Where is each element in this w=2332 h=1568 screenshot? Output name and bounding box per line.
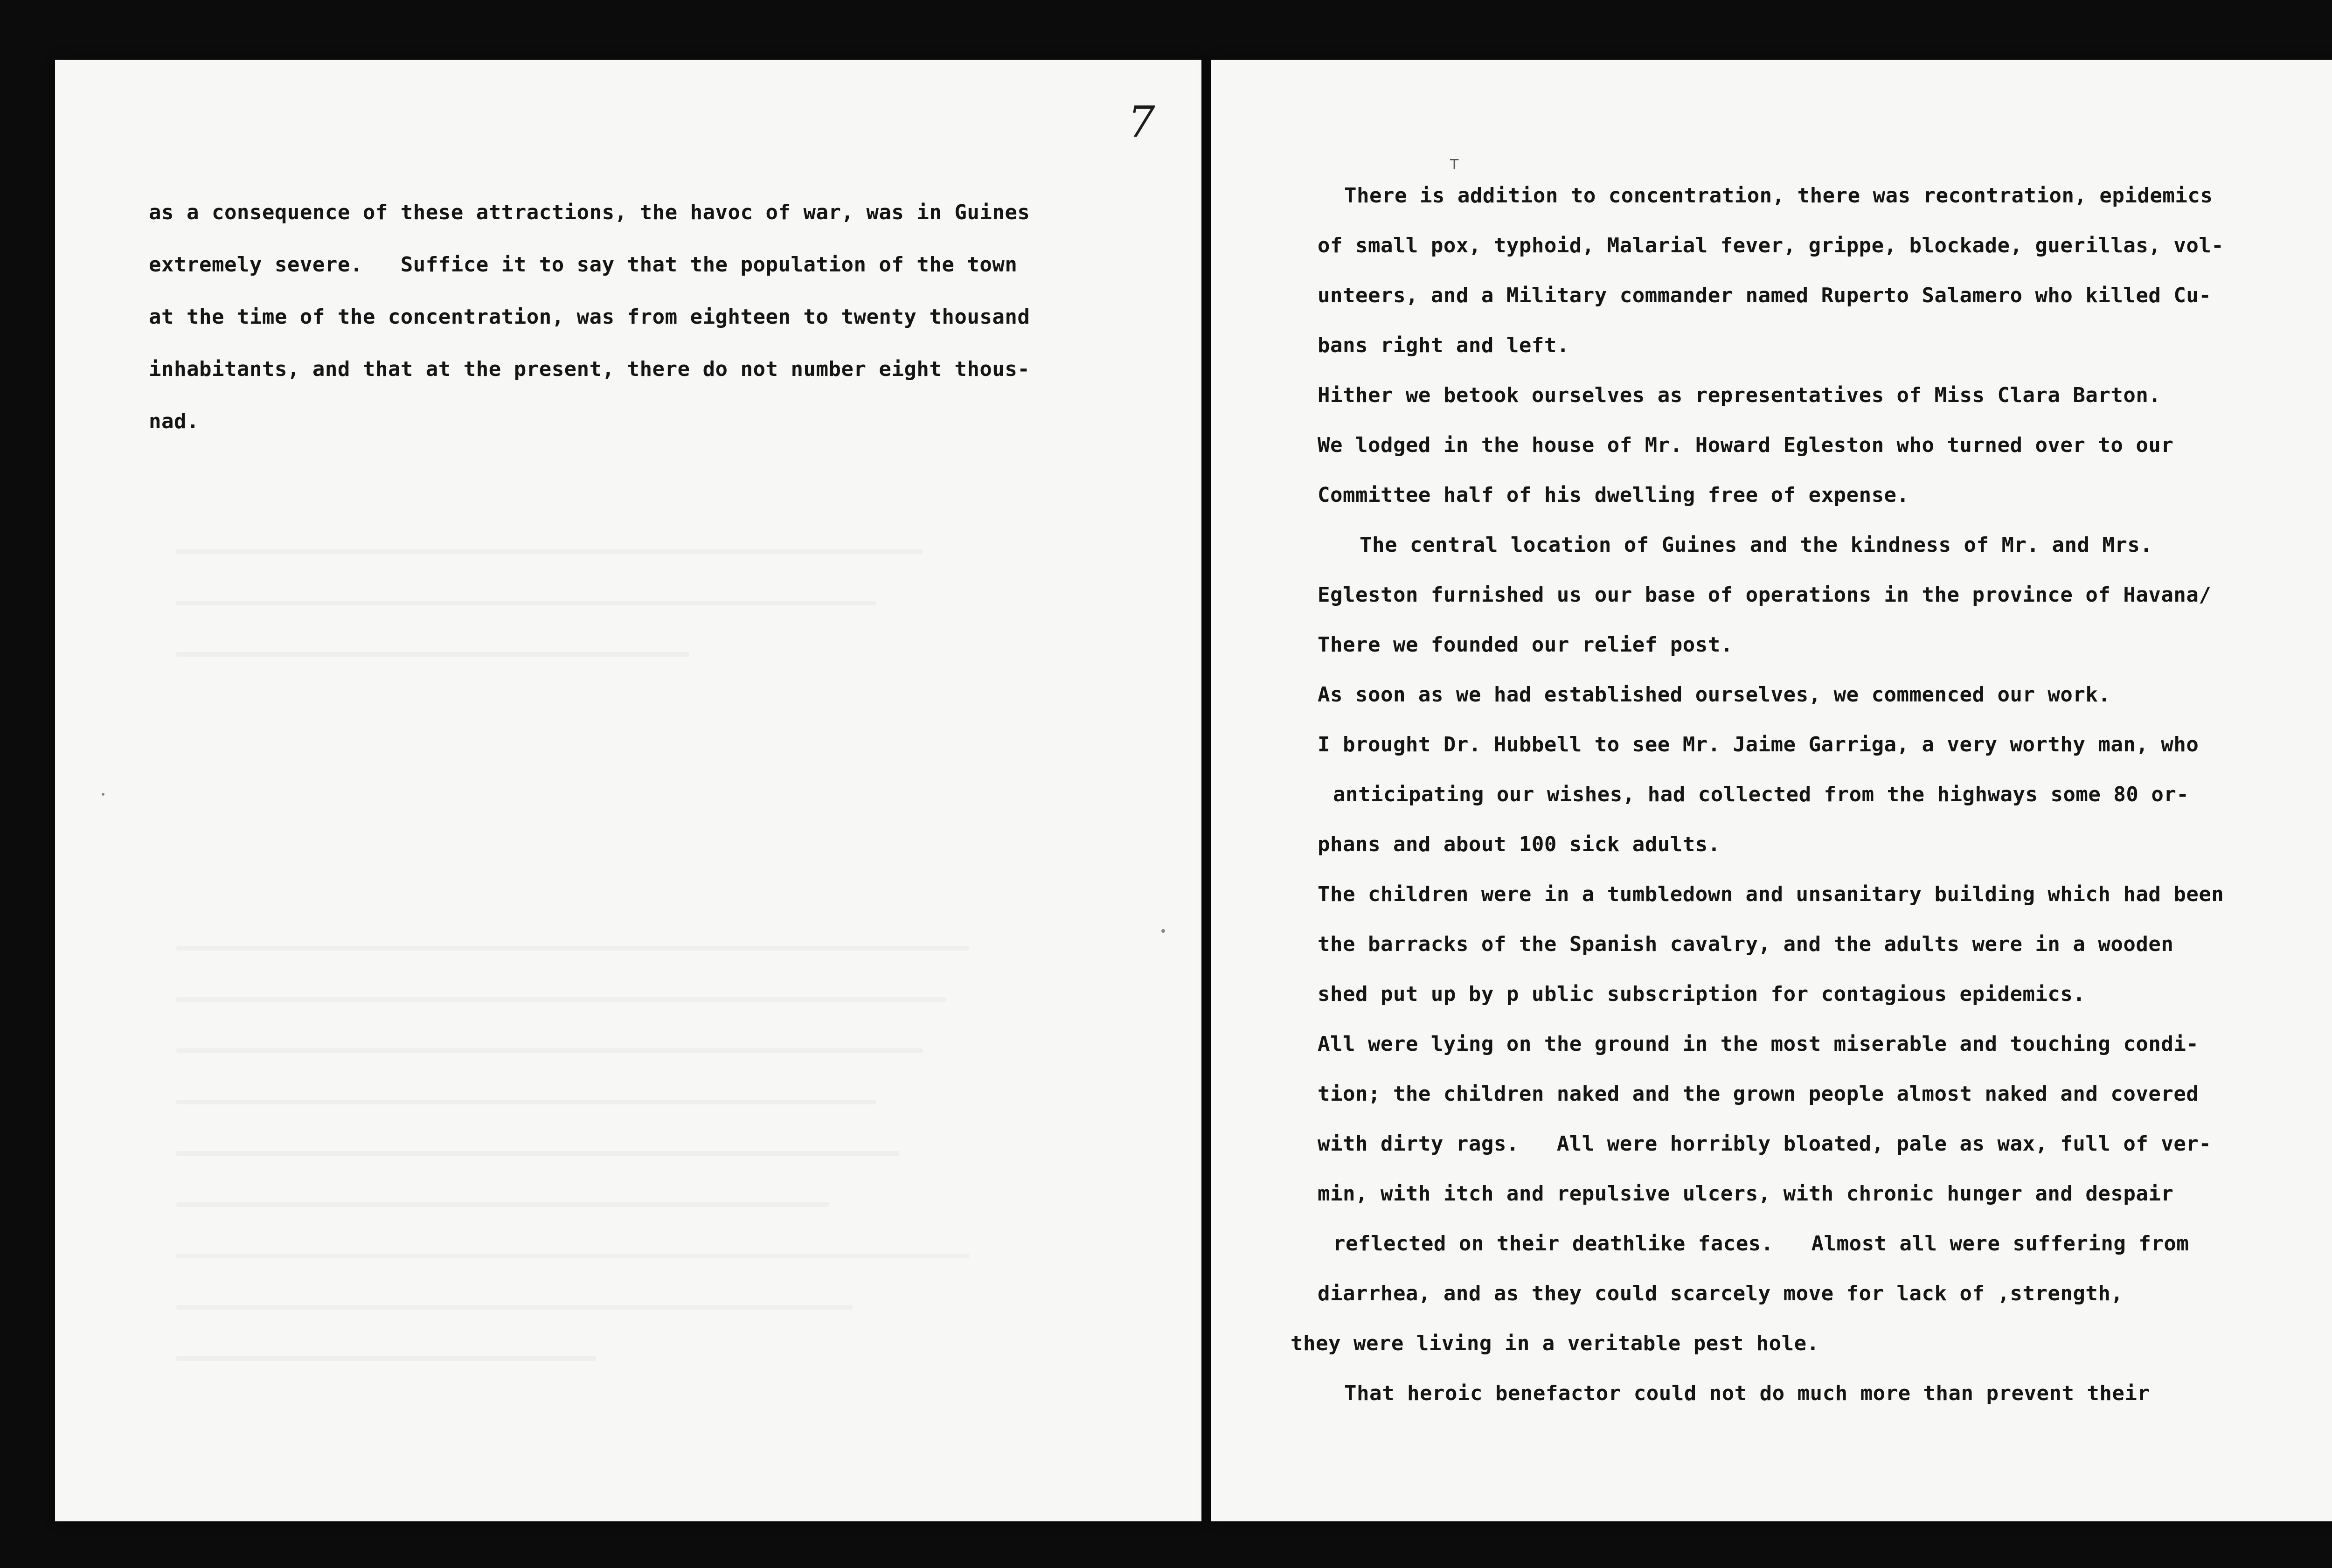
text-line: at the time of the concentration, was from eighteen to twenty thousand: [149, 305, 1030, 329]
bleed-through: [176, 1305, 853, 1310]
text-line: There is addition to concentration, there was recontration, epidemics: [1344, 184, 2213, 208]
text-line: Hither we betook ourselves as representatives of Miss Clara Barton.: [1318, 383, 2161, 407]
bleed-through: [176, 1254, 969, 1258]
text-line: Egleston furnished us our base of operations in the province of Havana/: [1318, 583, 2212, 607]
text-line: nad.: [149, 409, 199, 433]
scan-speck: [102, 793, 104, 796]
text-line: they were living in a veritable pest hole.: [1291, 1332, 1819, 1355]
text-line: phans and about 100 sick adults.: [1318, 833, 1721, 856]
bleed-through: [176, 549, 923, 554]
left-page: [55, 60, 1201, 1521]
bleed-through: [176, 946, 969, 951]
bleed-through: [176, 997, 946, 1002]
bleed-through: [176, 1100, 876, 1104]
text-line: That heroic benefactor could not do much more than prevent their: [1344, 1381, 2150, 1405]
text-line: We lodged in the house of Mr. Howard Egleston who turned over to our: [1318, 433, 2174, 457]
bleed-through: [176, 601, 876, 605]
text-line: with dirty rags. All were horribly bloated, pale as wax, full of ver-: [1318, 1132, 2212, 1156]
text-line: As soon as we had established ourselves, we commenced our work.: [1318, 683, 2111, 707]
bleed-through: [176, 1202, 829, 1207]
bleed-through: [176, 1151, 899, 1156]
text-line: There we founded our relief post.: [1318, 633, 1733, 657]
text-line: extremely severe. Suffice it to say that the population of the town: [149, 253, 1018, 277]
text-line: shed put up by p ublic subscription for contagious epidemics.: [1318, 982, 2086, 1006]
page-number: 7: [1128, 97, 1155, 147]
text-line: of small pox, typhoid, Malarial fever, grippe, blockade, guerillas, vol-: [1318, 234, 2224, 257]
scan-speck: [1161, 929, 1165, 933]
text-line: All were lying on the ground in the most miserable and touching condi-: [1318, 1032, 2199, 1056]
text-line: I brought Dr. Hubbell to see Mr. Jaime Garriga, a very worthy man, who: [1318, 733, 2199, 756]
text-line: unteers, and a Military commander named Ruperto Salamero who killed Cu-: [1318, 284, 2212, 307]
bleed-through: [176, 1048, 923, 1053]
text-line: Committee half of his dwelling free of expense.: [1318, 483, 1909, 507]
text-line: tion; the children naked and the grown people almost naked and covered: [1318, 1082, 2199, 1106]
text-line: diarrhea, and as they could scarcely move for lack of ,strength,: [1318, 1282, 2124, 1305]
right-page: [1211, 60, 2332, 1521]
text-line: as a consequence of these attractions, the havoc of war, was in Guines: [149, 201, 1030, 224]
bleed-through: [176, 1356, 596, 1361]
pencil-mark: T: [1450, 157, 1459, 173]
text-line: anticipating our wishes, had collected from the highways some 80 or-: [1333, 783, 2189, 806]
text-line: reflected on their deathlike faces. Almost all were suffering from: [1333, 1232, 2189, 1256]
bleed-through: [176, 652, 689, 657]
text-line: inhabitants, and that at the present, there do not number eight thous-: [149, 357, 1030, 381]
text-line: The children were in a tumbledown and unsanitary building which had been: [1318, 882, 2224, 906]
text-line: the barracks of the Spanish cavalry, and the adults were in a wooden: [1318, 932, 2174, 956]
text-line: The central location of Guines and the kindness of Mr. and Mrs.: [1360, 533, 2153, 557]
text-line: bans right and left.: [1318, 333, 1569, 357]
text-line: min, with itch and repulsive ulcers, with chronic hunger and despair: [1318, 1182, 2174, 1206]
